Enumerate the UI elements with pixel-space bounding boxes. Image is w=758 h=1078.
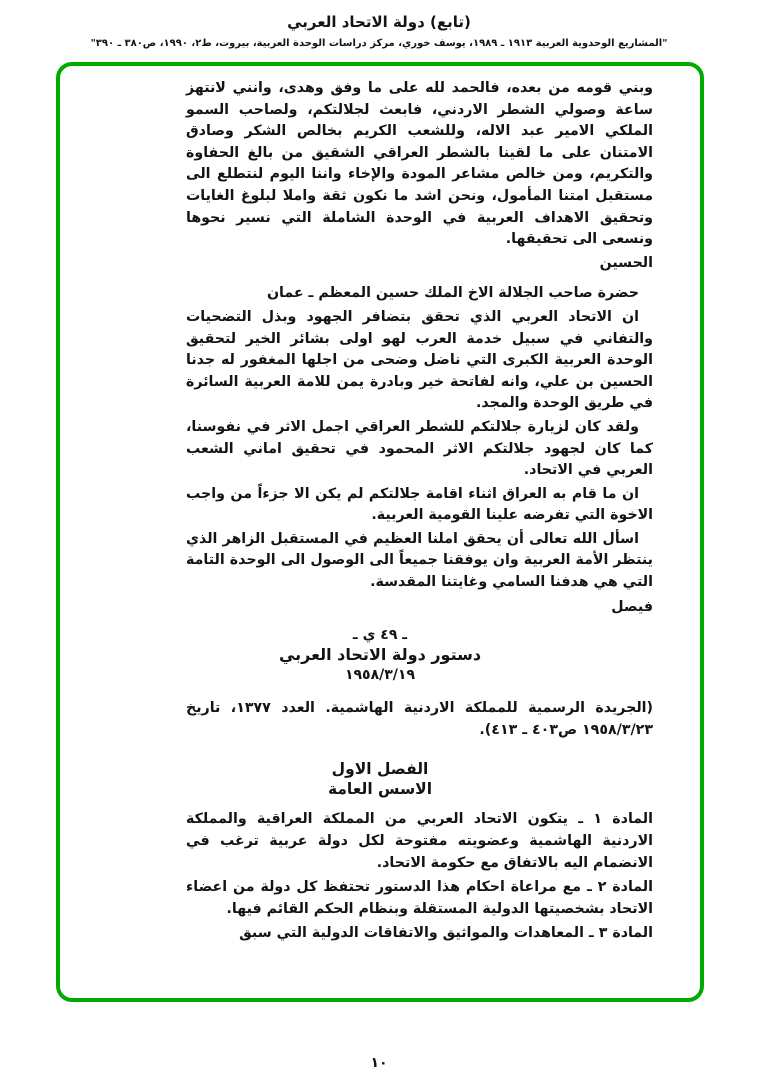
section-title: الاسس العامة xyxy=(327,780,433,799)
signature-faisal: فيصل xyxy=(611,598,653,615)
gazette-reference xyxy=(186,698,653,741)
letter-section xyxy=(186,78,653,618)
source-citation: "المشاريع الوحدوية العربية ١٩١٣ ـ ١٩٨٩، يوسف خوري، مركز دراسات الوحدة العربية، بيروت، ط٢، ١٩٩٠، ص٣٨٠ ـ ٣٩٠" xyxy=(90,38,668,49)
document-title: دستور دولة الاتحاد العربي xyxy=(278,645,482,665)
article-2: المادة ٢ ـ مع مراعاة احكام هذا الدستور تحتفظ كل دولة من اعضاء الاتحاد بشخصيتها الدولية المستقلة وبنظام الحكم القائم فيها. xyxy=(186,879,653,917)
document-date: ١٩٥٨/٣/١٩ xyxy=(344,667,416,684)
letter-paragraph: ان الاتحاد العربي الذي تحقق بتضافر الجهود وبذل التضحيات والتفاني في سبيل خدمة العرب لهو اولى بشائر الخير لتحقيق الوحدة العربية الكبرى التي ناضل وضحى من اجلها المغفور له جدنا الحسين بن علي، وانه لفاتحة خير وبادرة يمن للامة العربية السائرة في طريق الوحدة والمجد. xyxy=(186,308,653,412)
letter-paragraph: اسأل الله تعالى أن يحقق املنا العظيم في المستقبل الزاهر الذي ينتظر الأمة العربية وان يوفقنا جميعاً الى الوصول الى الوحدة التامة التي هي هدفنا السامي وغايتنا المقدسة. xyxy=(186,530,653,591)
document-number: ـ ٤٩ ي ـ xyxy=(352,627,408,644)
articles-section xyxy=(186,809,653,945)
header-title: (تابع) دولة الاتحاد العربي xyxy=(287,13,471,31)
letter-salutation: حضرة صاحب الجلالة الاخ الملك حسين المعظم ـ عمان xyxy=(266,285,639,302)
article-3: المادة ٣ ـ المعاهدات والمواثيق والاتفاقات الدولية التي سبق xyxy=(239,925,653,942)
letter-paragraph: ولقد كان لزيارة جلالتكم للشطر العراقي اجمل الاثر في نفوسنا، كما كان لجهود جلالتكم الاثر المحمود في تحقيق اماني الشعب العربي في الاتحاد. xyxy=(186,418,653,479)
letter-paragraph: ان ما قام به العراق اثناء اقامة جلالتكم لم يكن الا جزءاً من واجب الاخوة التي تفرضه علينا القومية العربية. xyxy=(186,485,653,524)
page-header xyxy=(0,0,758,49)
gazette-citation: (الجريدة الرسمية للمملكة الاردنية الهاشمية. العدد ١٣٧٧، تاريخ ١٩٥٨/٣/٢٣ ص٤٠٣ ـ ٤١٣). xyxy=(186,700,654,738)
content-frame xyxy=(56,62,704,1002)
signature-hussein: الحسين xyxy=(599,254,653,271)
page-number: ١٠ xyxy=(370,1055,388,1071)
article-1: المادة ١ ـ يتكون الاتحاد العربي من المملكة العراقية والمملكة الاردنية الهاشمية وعضويته مفتوحة لكل دولة عربية ترغب في الانضمام اليه بالاتفاق مع حكومة الاتحاد. xyxy=(186,811,653,871)
letter-continuation-paragraph: وبني قومه من بعده، فالحمد لله على ما وفق وهدى، وانني لانتهز ساعة وصولي الشطر الاردني، فابعث لجلالتكم، ولصاحب السمو الملكي الامير عبد الاله، وللشعب الكريم بخالص الشكر وصادق الامتنان على ما لقينا بالشطر العراقي الشقيق من بالغ الحفاوة والتكريم، ومن خالص مشاعر المودة والإخاء واننا اليوم لنتطلع الى مستقبل امتنا المأمول، ونحن اشد ما نكون ثقة واملا لبلوغ الغايات وتحقيق الاهداف العربية في الوحدة الشاملة التي نسير نحوها ونسعى الى تحقيقها. xyxy=(186,80,653,248)
chapter-title: الفصل الاول xyxy=(331,760,429,779)
